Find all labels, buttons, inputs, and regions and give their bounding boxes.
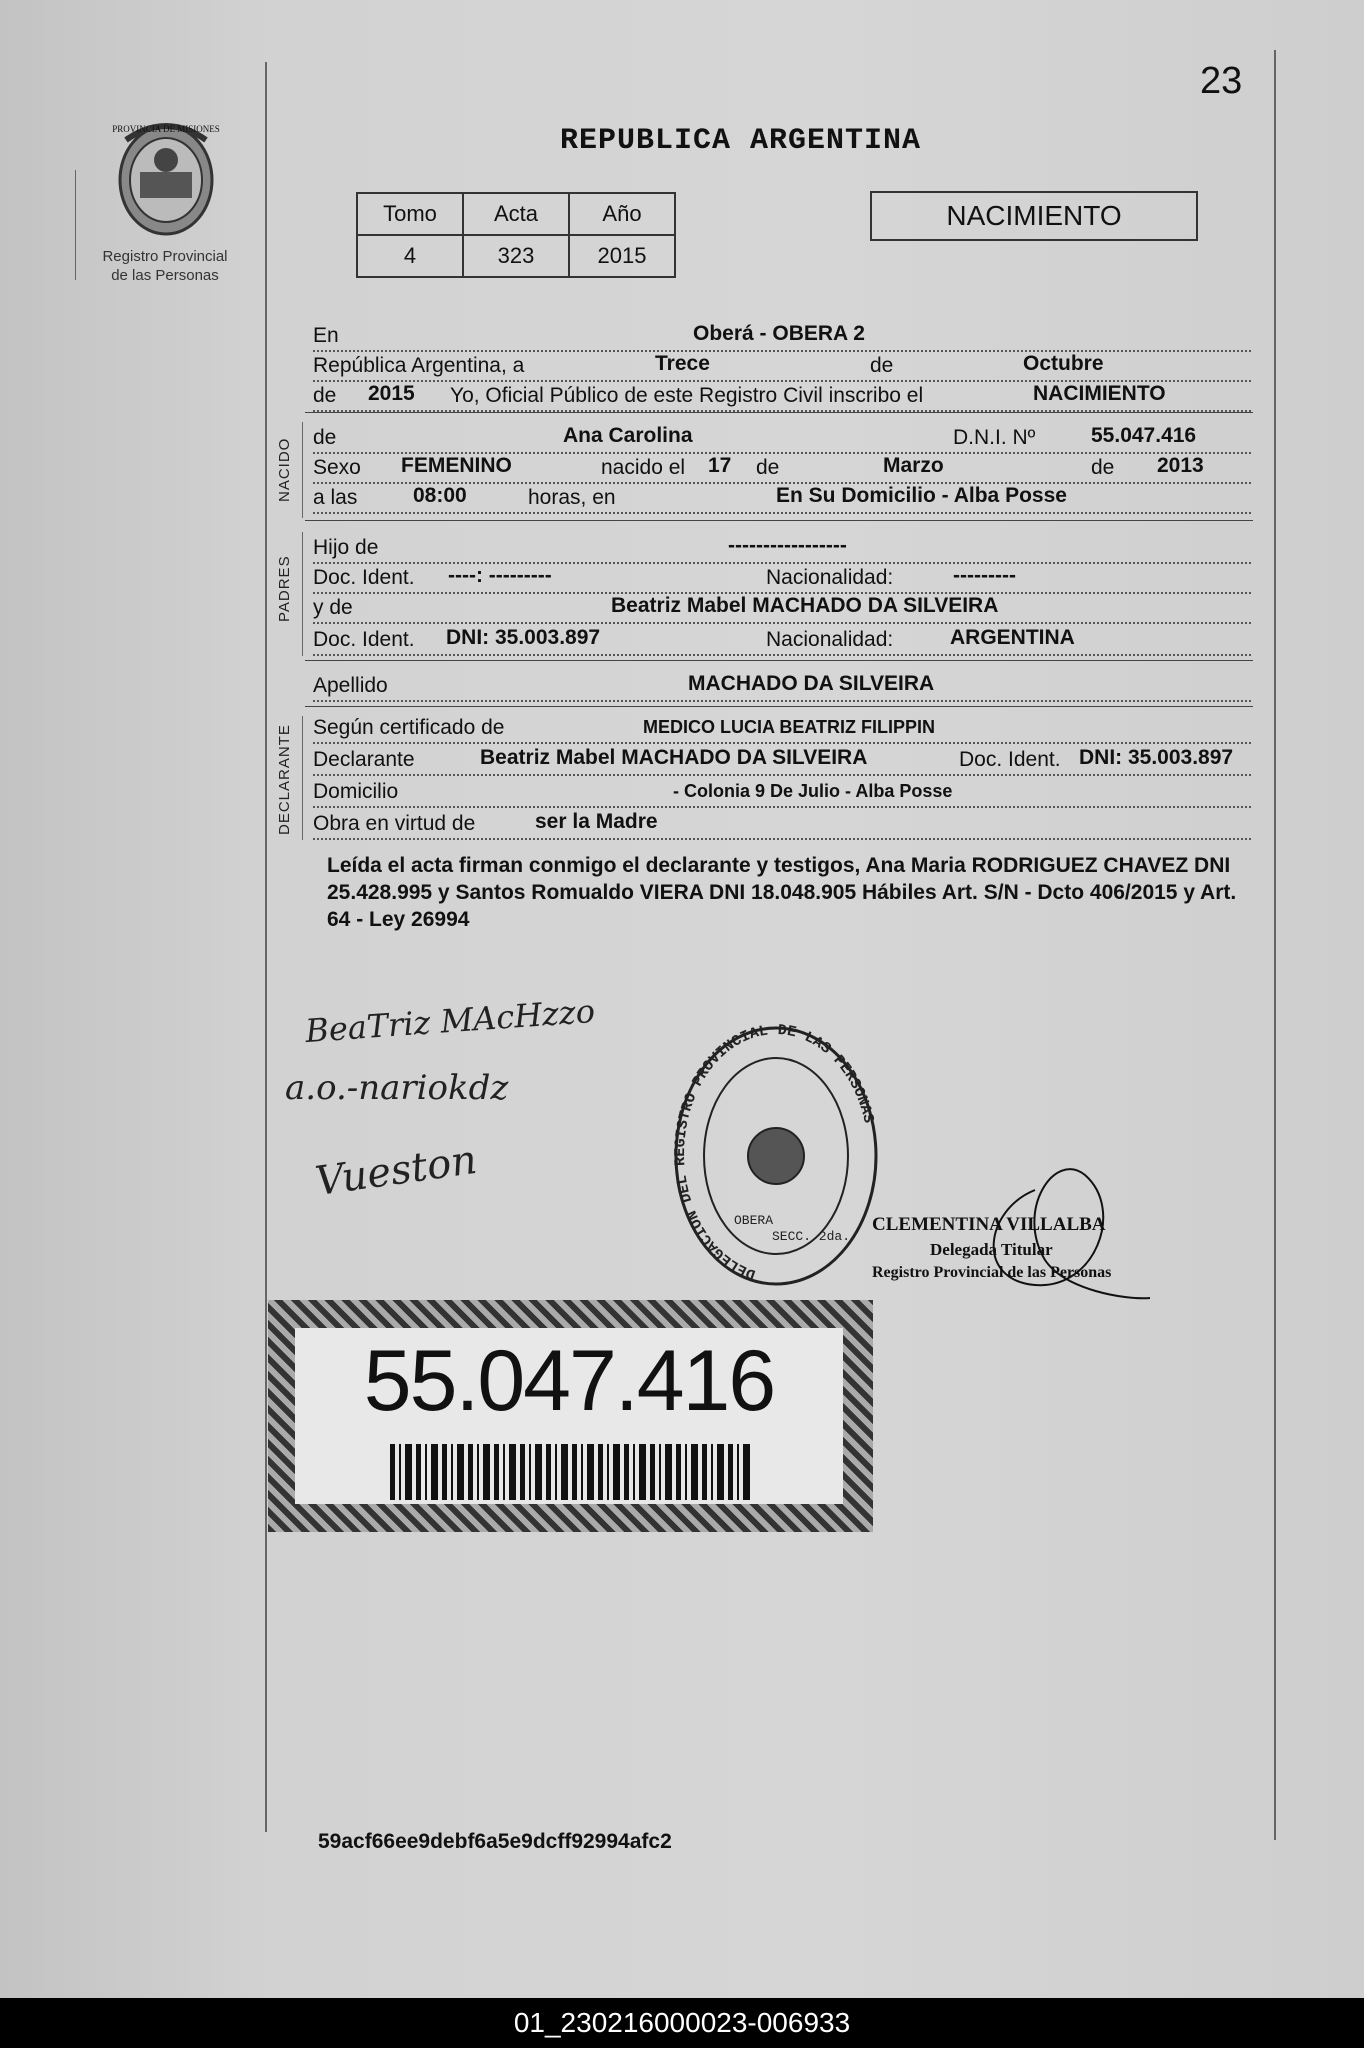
value-certificado: MEDICO LUCIA BEATRIZ FILIPPIN [643,717,935,737]
label-hijo-de: Hijo de [313,536,379,559]
label-apellido: Apellido [313,674,388,697]
value-obra: ser la Madre [535,810,658,833]
label-madre-nacionalidad: Nacionalidad: [766,628,894,651]
official-role: Delegada Titular [930,1240,1053,1259]
row-obra [313,808,1251,840]
label-de: de [870,354,894,377]
value-declarante: Beatriz Mabel MACHADO DA SILVEIRA [480,746,868,769]
label-oficial: Yo, Oficial Público de este Registro Civil inscribo el [450,384,924,407]
page-number: 23 [1200,60,1243,102]
label-nacido-el: nacido el [601,456,686,479]
label-dni: D.N.I. Nº [953,426,1036,449]
label-de2: de [756,456,780,479]
value-padre-nacionalidad: --------- [953,564,1016,587]
stamp-emblem-icon [748,1128,804,1184]
row-certificado [313,712,1251,744]
value-dia-nac: 17 [708,454,732,477]
label-sexo: Sexo [313,456,361,479]
value-mes-nac: Marzo [883,454,944,477]
ref-header-anio: Año [569,193,675,235]
label-nacido-de: de [313,426,337,449]
right-margin-line [1274,50,1276,1840]
ref-header-tomo: Tomo [357,193,463,235]
row-declarante [313,744,1251,776]
divider-apellido [305,706,1253,707]
label-a-las: a las [313,486,358,509]
declarante-section-line [302,716,303,840]
ref-value-anio: 2015 [569,235,675,277]
row-padre-doc [313,562,1251,594]
logo-caption-line1: Registro Provincial [102,248,228,265]
barcode-bars-icon [390,1444,750,1500]
row-oficial [313,380,1251,412]
value-sexo: FEMENINO [401,454,512,477]
value-declarante-doc: DNI: 35.003.897 [1079,746,1234,769]
value-madre-nacionalidad: ARGENTINA [950,626,1075,649]
document-hash: 59acf66ee9debf6a5e9dcff92994afc2 [318,1830,672,1853]
label-declarante-doc: Doc. Ident. [959,748,1061,771]
label-de-anio: de [313,384,337,407]
footer-id-bar: 01_230216000023-006933 [0,1998,1364,2048]
record-type-box: NACIMIENTO [870,191,1198,241]
misiones-coat-of-arms-icon [108,112,224,242]
value-nombre: Ana Carolina [563,424,693,447]
ref-header-acta: Acta [463,193,569,235]
value-dni: 55.047.416 [1091,424,1197,447]
official-name: CLEMENTINA VILLALBA [872,1214,1106,1235]
document-title: REPUBLICA ARGENTINA [560,124,922,158]
value-madre-doc: DNI: 35.003.897 [446,626,601,649]
row-republica [313,350,1251,382]
barcode-label [295,1328,843,1504]
value-hora: 08:00 [413,484,467,507]
value-domicilio: - Colonia 9 De Julio - Alba Posse [673,781,953,801]
divider-nacido [305,520,1253,521]
signature-witness-2: Vueston [312,1136,480,1206]
section-label-declarante: DECLARANTE [276,724,293,835]
label-de3: de [1091,456,1115,479]
barcode-sticker [268,1300,873,1532]
logo-caption-line2: de las Personas [111,267,219,284]
stamp-section: SECC. 2da. [772,1229,851,1244]
section-label-nacido: NACIDO [276,437,293,502]
nacido-section-line [302,422,303,518]
row-hijo-de [313,532,1251,564]
padres-section-line [302,532,303,656]
label-domicilio: Domicilio [313,780,399,803]
label-padre-nacionalidad: Nacionalidad: [766,566,894,589]
reference-table [356,192,676,278]
label-horas-en: horas, en [528,486,616,509]
value-padre-doc: ----: --------- [448,564,552,587]
value-madre: Beatriz Mabel MACHADO DA SILVEIRA [611,594,999,617]
divider-padres [305,660,1253,661]
label-republica: República Argentina, a [313,354,525,377]
row-y-de [313,592,1251,624]
value-padre: ----------------- [728,534,847,557]
label-obra: Obra en virtud de [313,812,476,835]
value-en: Oberá - OBERA 2 [693,322,865,345]
value-anio-nac: 2013 [1157,454,1204,477]
row-sexo [313,452,1251,484]
left-margin-line [265,62,267,1832]
official-stamp [672,1024,880,1288]
value-inscribo: NACIMIENTO [1033,382,1166,405]
stamp-ring-text: DELEGACION DEL REGISTRO PROVINCIAL DE LAS PERSONAS [672,1024,877,1283]
divider-intro [305,412,1253,413]
label-certificado: Según certificado de [313,716,505,739]
signature-declarante: BeaTriz MAcHzzo [304,991,597,1051]
row-en [313,320,1251,352]
ref-value-acta: 323 [463,235,569,277]
label-padre-doc: Doc. Ident. [313,566,415,589]
row-apellido [313,670,1251,702]
logo-seal-text: PROVINCIA DE MISIONES [112,124,220,134]
value-apellido: MACHADO DA SILVEIRA [688,672,935,695]
row-hora [313,482,1251,514]
ref-value-tomo: 4 [357,235,463,277]
label-en: En [313,324,339,347]
barcode-number: 55.047.416 [363,1333,775,1429]
row-nacido-nombre [313,422,1251,454]
value-anio: 2015 [368,382,415,405]
stamp-city: OBERA [734,1213,774,1228]
official-signature-icon [975,1150,1155,1300]
section-label-padres: PADRES [276,555,293,622]
label-madre-doc: Doc. Ident. [313,628,415,651]
official-office: Registro Provincial de las Personas [872,1264,1112,1281]
closing-text: Leída el acta firman conmigo el declarante y testigos, Ana Maria RODRIGUEZ CHAVEZ DNI 25.428.995 y Santos Romualdo VIERA DNI 18.048.905 Hábiles Art. S/N - Dcto 406/2015 y Art. 64 - Ley 26994 [327,854,1237,931]
label-declarante: Declarante [313,748,415,771]
signature-witness-1: a.o.-nariokdz [285,1068,509,1108]
logo-caption [80,247,250,285]
label-y-de: y de [313,596,353,619]
value-mes: Octubre [1023,352,1104,375]
row-domicilio [313,776,1251,808]
logo-divider-line [75,170,76,280]
row-madre-doc [313,624,1251,656]
value-dia: Trece [655,352,710,375]
value-lugar: En Su Domicilio - Alba Posse [776,484,1067,507]
